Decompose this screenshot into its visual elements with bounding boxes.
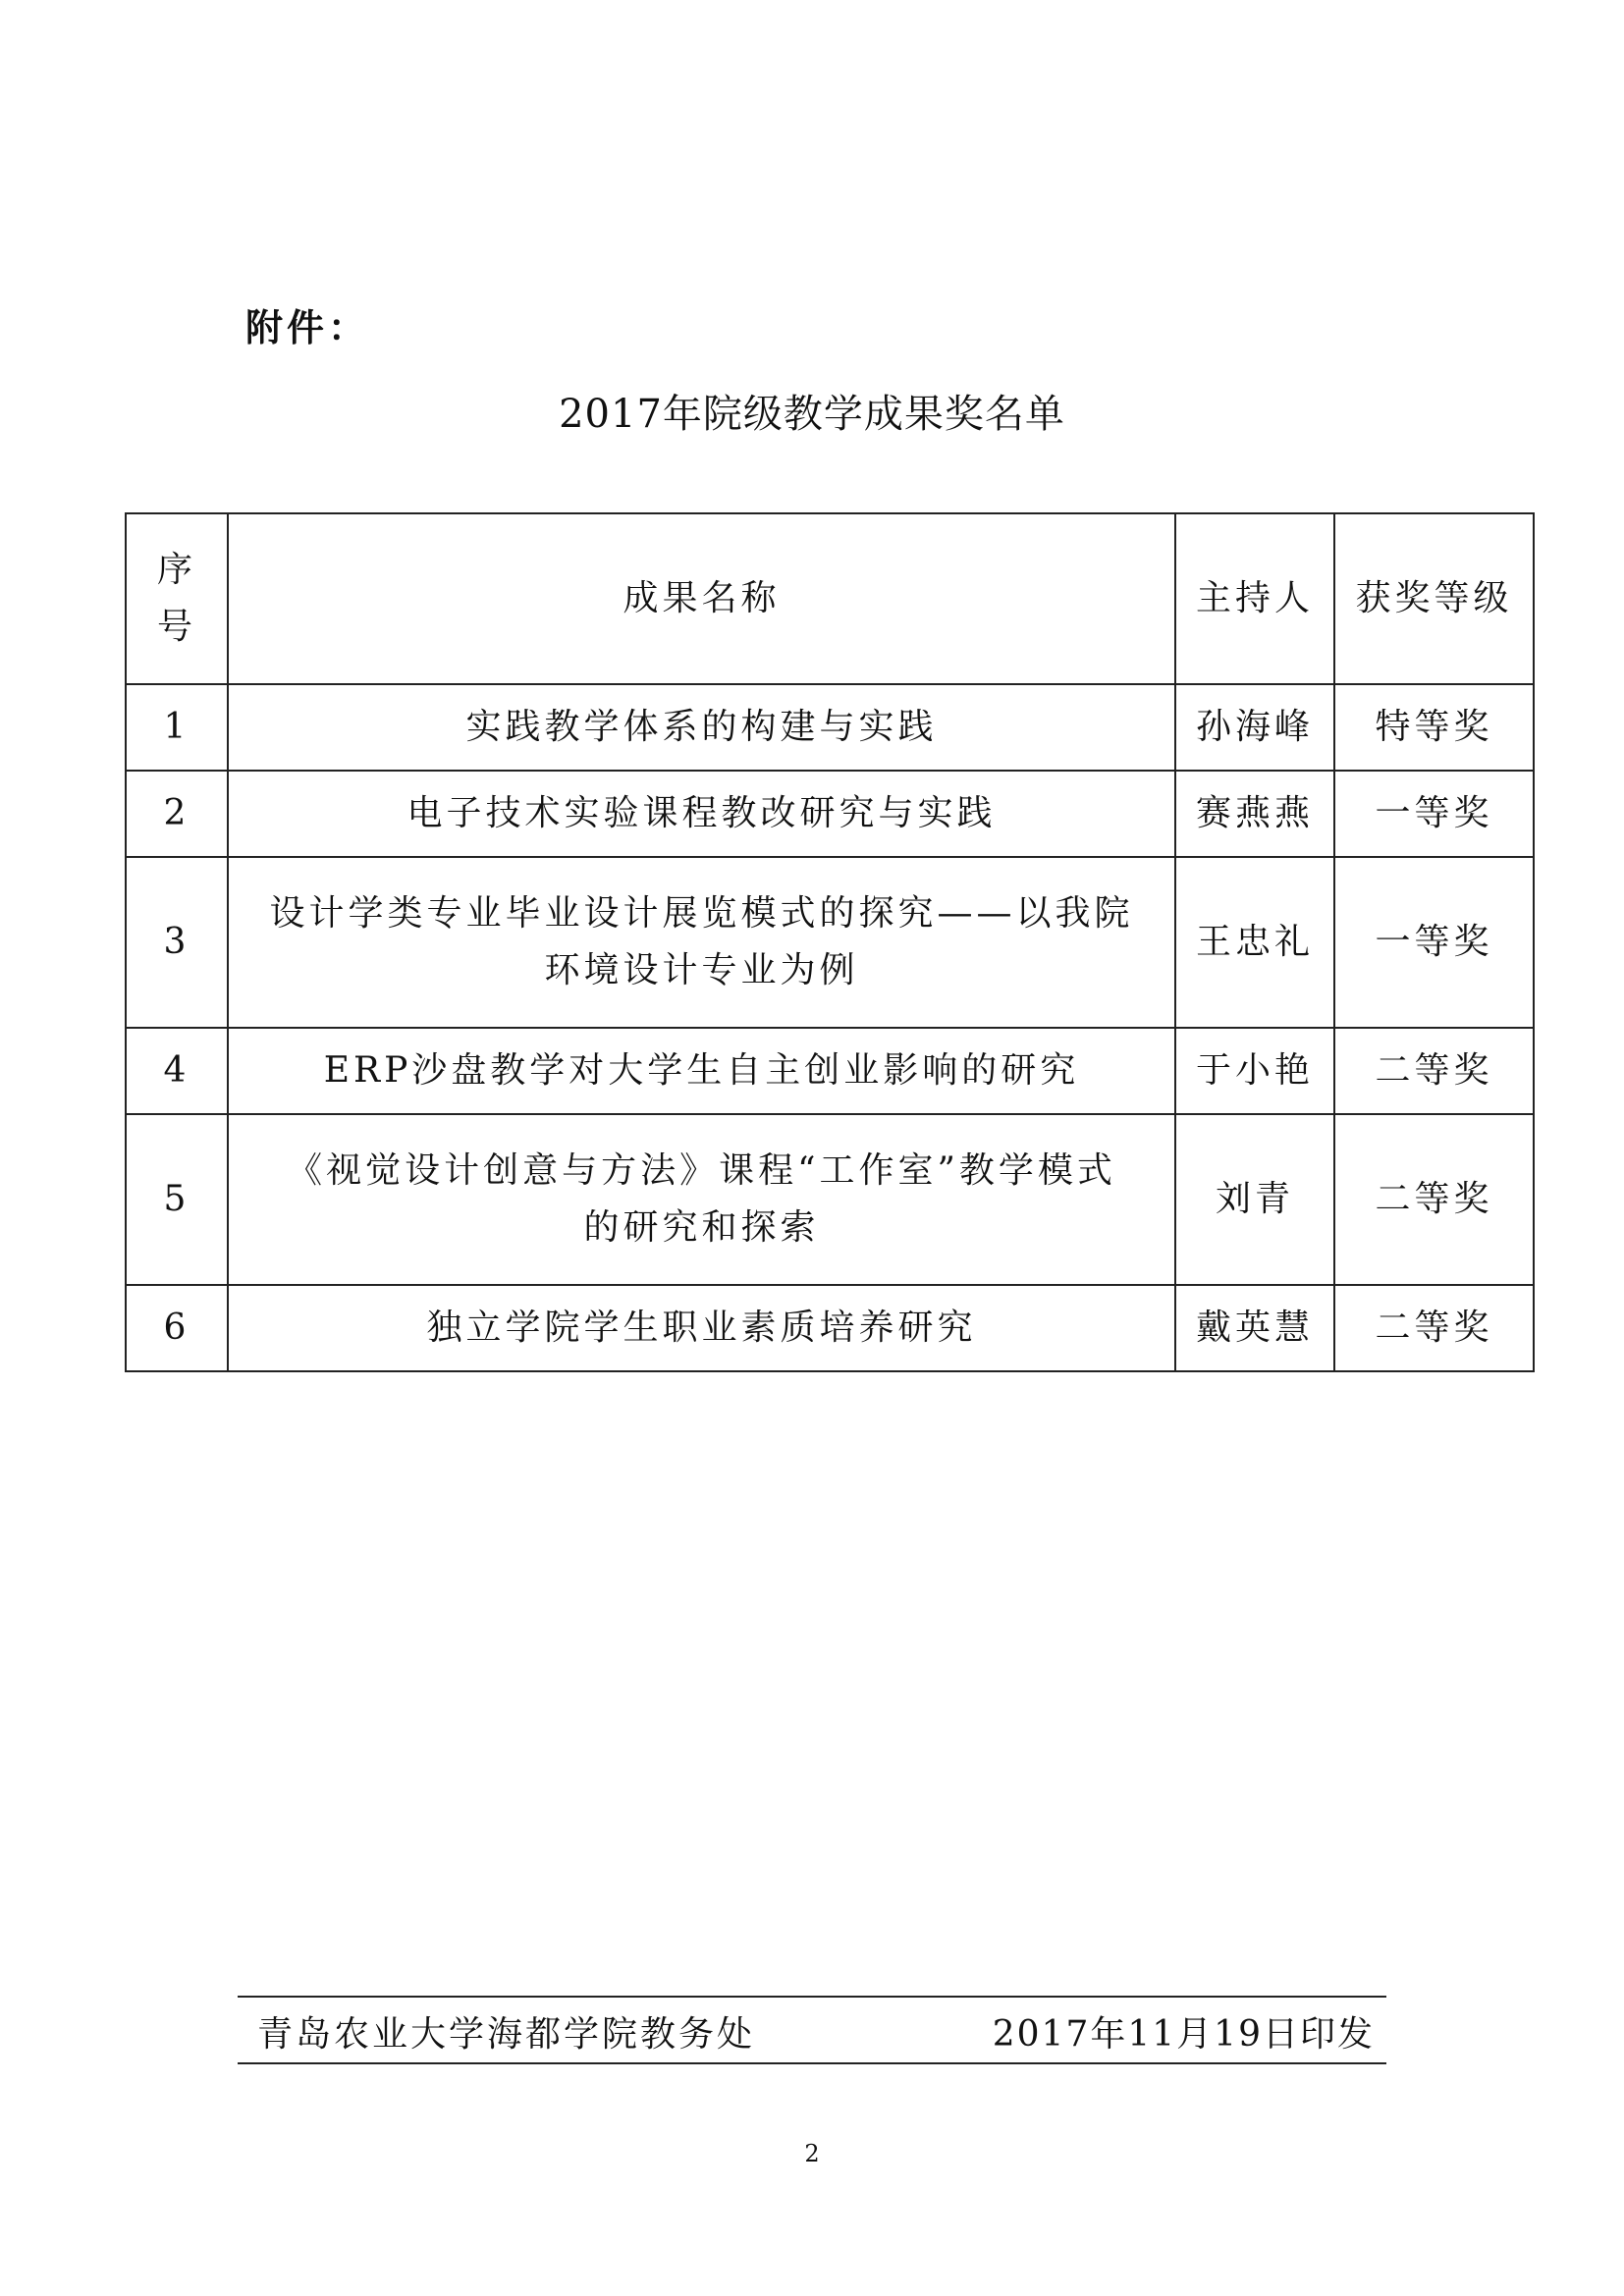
footer-issue-date: 2017年11月19日印发 bbox=[992, 2014, 1375, 2055]
row-level: 特等奖 bbox=[1334, 684, 1534, 771]
row-level: 一等奖 bbox=[1334, 857, 1534, 1028]
header-index bbox=[126, 513, 228, 684]
row-level: 二等奖 bbox=[1334, 1028, 1534, 1114]
footer-organization: 青岛农业大学海都学院教务处 bbox=[257, 2014, 756, 2055]
row-index: 6 bbox=[126, 1285, 228, 1371]
row-host: 王忠礼 bbox=[1175, 857, 1334, 1028]
table-row bbox=[126, 771, 1534, 857]
header-host: 主持人 bbox=[1175, 513, 1334, 684]
row-host: 刘青 bbox=[1175, 1114, 1334, 1285]
header-name: 成果名称 bbox=[228, 513, 1175, 684]
table-row bbox=[126, 1285, 1534, 1371]
row-name bbox=[228, 1285, 1175, 1371]
row-index: 3 bbox=[126, 857, 228, 1028]
row-name bbox=[228, 684, 1175, 771]
row-name-line: ERP沙盘教学对大学生自主创业影响的研究 bbox=[323, 1050, 1080, 1091]
table-header-row bbox=[126, 513, 1534, 684]
row-name-line: 设计学类专业毕业设计展览模式的探究——以我院 bbox=[269, 893, 1134, 934]
table-row bbox=[126, 857, 1534, 1028]
table-row bbox=[126, 684, 1534, 771]
header-index-line-2: 号 bbox=[156, 607, 196, 647]
header-level: 获奖等级 bbox=[1334, 513, 1534, 684]
row-level: 二等奖 bbox=[1334, 1114, 1534, 1285]
row-level: 一等奖 bbox=[1334, 771, 1534, 857]
row-index: 5 bbox=[126, 1114, 228, 1285]
page-number: 2 bbox=[804, 2140, 820, 2167]
awards-table bbox=[125, 512, 1535, 1372]
row-name bbox=[228, 771, 1175, 857]
row-name bbox=[228, 1114, 1175, 1285]
table-row bbox=[126, 1028, 1534, 1114]
table-row bbox=[126, 1114, 1534, 1285]
footer-bottom-rule bbox=[238, 2062, 1386, 2064]
row-name bbox=[228, 857, 1175, 1028]
row-name-line: 的研究和探索 bbox=[583, 1207, 820, 1248]
row-name-line: 电子技术实验课程教改研究与实践 bbox=[406, 793, 997, 833]
row-name-line: 实践教学体系的构建与实践 bbox=[465, 707, 938, 747]
row-host: 孙海峰 bbox=[1175, 684, 1334, 771]
document-title: 2017年院级教学成果奖名单 bbox=[559, 392, 1065, 437]
attachment-label: 附件： bbox=[245, 306, 370, 349]
row-host: 于小艳 bbox=[1175, 1028, 1334, 1114]
row-level: 二等奖 bbox=[1334, 1285, 1534, 1371]
row-name-line: 《视觉设计创意与方法》课程“工作室”教学模式 bbox=[287, 1150, 1116, 1191]
row-name-line: 环境设计专业为例 bbox=[544, 950, 859, 990]
footer-top-rule bbox=[238, 1996, 1386, 1998]
row-name bbox=[228, 1028, 1175, 1114]
row-index: 1 bbox=[126, 684, 228, 771]
row-index: 2 bbox=[126, 771, 228, 857]
row-host: 赛燕燕 bbox=[1175, 771, 1334, 857]
header-index-line-1: 序 bbox=[156, 550, 196, 590]
row-index: 4 bbox=[126, 1028, 228, 1114]
row-host: 戴英慧 bbox=[1175, 1285, 1334, 1371]
row-name-line: 独立学院学生职业素质培养研究 bbox=[426, 1308, 977, 1348]
